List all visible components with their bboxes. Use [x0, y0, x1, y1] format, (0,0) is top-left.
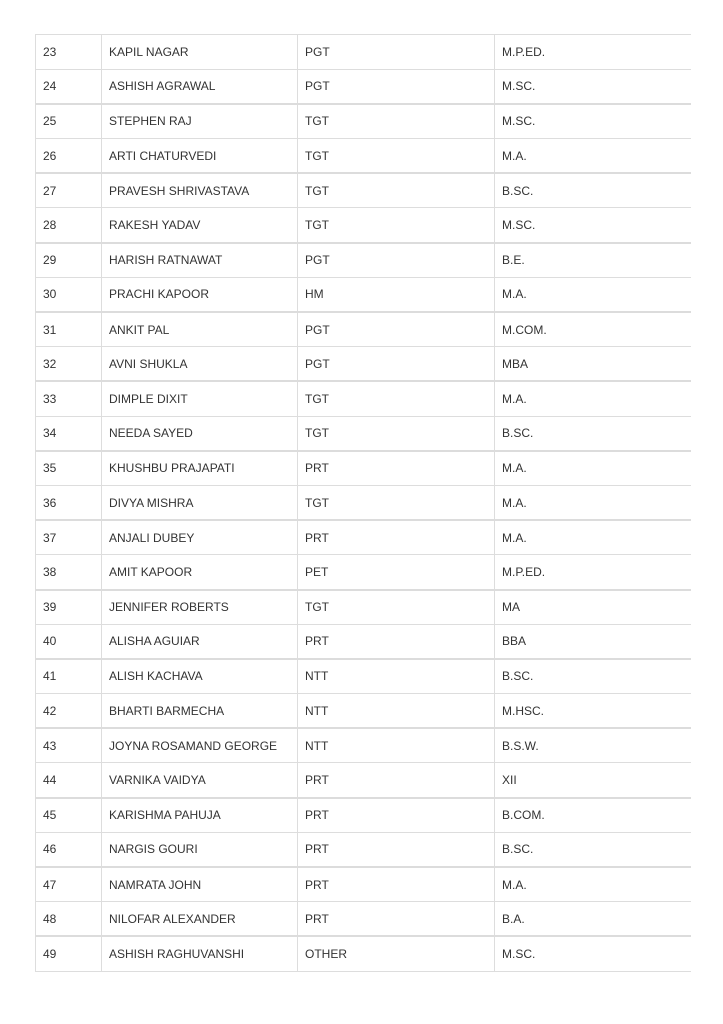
name-cell: KAPIL NAGAR: [102, 35, 298, 70]
qualification-cell: M.P.ED.: [495, 555, 691, 590]
name-cell: PRACHI KAPOOR: [102, 277, 298, 312]
name-cell: DIMPLE DIXIT: [102, 381, 298, 416]
name-cell: ALISH KACHAVA: [102, 659, 298, 694]
table-row: [36, 173, 691, 208]
serial-number-cell: 35: [36, 451, 102, 486]
name-cell: DIVYA MISHRA: [102, 485, 298, 520]
qualification-cell: B.E.: [495, 243, 691, 278]
post-cell: PRT: [298, 798, 495, 833]
qualification-cell: M.SC.: [495, 104, 691, 139]
post-cell: PRT: [298, 520, 495, 555]
post-cell: PRT: [298, 902, 495, 937]
name-cell: JOYNA ROSAMAND GEORGE: [102, 728, 298, 763]
serial-number-cell: 37: [36, 520, 102, 555]
table-row: [36, 35, 691, 70]
serial-number-cell: 34: [36, 416, 102, 451]
name-cell: NARGIS GOURI: [102, 832, 298, 867]
qualification-cell: M.A.: [495, 485, 691, 520]
qualification-cell: M.COM.: [495, 312, 691, 347]
table-row: [36, 485, 691, 520]
post-cell: PRT: [298, 867, 495, 902]
serial-number-cell: 49: [36, 936, 102, 971]
post-cell: HM: [298, 277, 495, 312]
table-row: [36, 277, 691, 312]
post-cell: TGT: [298, 208, 495, 243]
post-cell: PGT: [298, 312, 495, 347]
qualification-cell: M.A.: [495, 139, 691, 174]
table-row: [36, 416, 691, 451]
name-cell: ANKIT PAL: [102, 312, 298, 347]
qualification-cell: B.SC.: [495, 659, 691, 694]
post-cell: NTT: [298, 659, 495, 694]
qualification-cell: M.P.ED.: [495, 35, 691, 70]
table-row: [36, 590, 691, 625]
post-cell: PRT: [298, 451, 495, 486]
serial-number-cell: 43: [36, 728, 102, 763]
serial-number-cell: 45: [36, 798, 102, 833]
table-row: [36, 555, 691, 590]
qualification-cell: B.S.W.: [495, 728, 691, 763]
table-row: [36, 243, 691, 278]
name-cell: ANJALI DUBEY: [102, 520, 298, 555]
name-cell: ASHISH RAGHUVANSHI: [102, 936, 298, 971]
serial-number-cell: 47: [36, 867, 102, 902]
name-cell: RAKESH YADAV: [102, 208, 298, 243]
qualification-cell: XII: [495, 763, 691, 798]
post-cell: PRT: [298, 624, 495, 659]
name-cell: JENNIFER ROBERTS: [102, 590, 298, 625]
table-row: [36, 312, 691, 347]
post-cell: TGT: [298, 104, 495, 139]
post-cell: PET: [298, 555, 495, 590]
name-cell: PRAVESH SHRIVASTAVA: [102, 173, 298, 208]
qualification-cell: B.SC.: [495, 416, 691, 451]
staff-table: [35, 34, 691, 972]
table-row: [36, 347, 691, 382]
serial-number-cell: 29: [36, 243, 102, 278]
post-cell: NTT: [298, 728, 495, 763]
table-row: [36, 659, 691, 694]
name-cell: KARISHMA PAHUJA: [102, 798, 298, 833]
serial-number-cell: 28: [36, 208, 102, 243]
table-row: [36, 139, 691, 174]
serial-number-cell: 31: [36, 312, 102, 347]
serial-number-cell: 39: [36, 590, 102, 625]
serial-number-cell: 23: [36, 35, 102, 70]
qualification-cell: BBA: [495, 624, 691, 659]
serial-number-cell: 40: [36, 624, 102, 659]
post-cell: TGT: [298, 173, 495, 208]
table-row: [36, 451, 691, 486]
post-cell: TGT: [298, 590, 495, 625]
qualification-cell: M.A.: [495, 520, 691, 555]
post-cell: NTT: [298, 694, 495, 729]
name-cell: VARNIKA VAIDYA: [102, 763, 298, 798]
qualification-cell: M.A.: [495, 277, 691, 312]
serial-number-cell: 36: [36, 485, 102, 520]
serial-number-cell: 27: [36, 173, 102, 208]
name-cell: ARTI CHATURVEDI: [102, 139, 298, 174]
name-cell: AMIT KAPOOR: [102, 555, 298, 590]
post-cell: TGT: [298, 381, 495, 416]
table-row: [36, 798, 691, 833]
serial-number-cell: 24: [36, 69, 102, 104]
serial-number-cell: 46: [36, 832, 102, 867]
qualification-cell: M.A.: [495, 867, 691, 902]
qualification-cell: B.SC.: [495, 173, 691, 208]
name-cell: AVNI SHUKLA: [102, 347, 298, 382]
post-cell: OTHER: [298, 936, 495, 971]
post-cell: PRT: [298, 763, 495, 798]
name-cell: NAMRATA JOHN: [102, 867, 298, 902]
name-cell: HARISH RATNAWAT: [102, 243, 298, 278]
qualification-cell: M.SC.: [495, 936, 691, 971]
staff-table-body: [36, 35, 691, 972]
name-cell: ALISHA AGUIAR: [102, 624, 298, 659]
serial-number-cell: 41: [36, 659, 102, 694]
qualification-cell: B.A.: [495, 902, 691, 937]
post-cell: PGT: [298, 243, 495, 278]
qualification-cell: B.SC.: [495, 832, 691, 867]
serial-number-cell: 48: [36, 902, 102, 937]
table-row: [36, 763, 691, 798]
post-cell: TGT: [298, 139, 495, 174]
qualification-cell: MA: [495, 590, 691, 625]
serial-number-cell: 26: [36, 139, 102, 174]
table-row: [36, 728, 691, 763]
name-cell: ASHISH AGRAWAL: [102, 69, 298, 104]
table-row: [36, 832, 691, 867]
name-cell: KHUSHBU PRAJAPATI: [102, 451, 298, 486]
qualification-cell: B.COM.: [495, 798, 691, 833]
qualification-cell: M.HSC.: [495, 694, 691, 729]
serial-number-cell: 42: [36, 694, 102, 729]
serial-number-cell: 32: [36, 347, 102, 382]
qualification-cell: M.SC.: [495, 208, 691, 243]
serial-number-cell: 25: [36, 104, 102, 139]
name-cell: BHARTI BARMECHA: [102, 694, 298, 729]
table-row: [36, 208, 691, 243]
post-cell: PRT: [298, 832, 495, 867]
name-cell: NILOFAR ALEXANDER: [102, 902, 298, 937]
table-row: [36, 520, 691, 555]
serial-number-cell: 33: [36, 381, 102, 416]
post-cell: PGT: [298, 347, 495, 382]
post-cell: PGT: [298, 35, 495, 70]
qualification-cell: M.A.: [495, 381, 691, 416]
post-cell: TGT: [298, 485, 495, 520]
table-row: [36, 381, 691, 416]
table-row: [36, 104, 691, 139]
post-cell: PGT: [298, 69, 495, 104]
table-row: [36, 69, 691, 104]
name-cell: STEPHEN RAJ: [102, 104, 298, 139]
table-row: [36, 694, 691, 729]
staff-table-container: [35, 34, 690, 972]
serial-number-cell: 30: [36, 277, 102, 312]
name-cell: NEEDA SAYED: [102, 416, 298, 451]
table-row: [36, 902, 691, 937]
table-row: [36, 867, 691, 902]
table-row: [36, 936, 691, 971]
qualification-cell: M.SC.: [495, 69, 691, 104]
post-cell: TGT: [298, 416, 495, 451]
serial-number-cell: 44: [36, 763, 102, 798]
serial-number-cell: 38: [36, 555, 102, 590]
table-row: [36, 624, 691, 659]
qualification-cell: MBA: [495, 347, 691, 382]
qualification-cell: M.A.: [495, 451, 691, 486]
